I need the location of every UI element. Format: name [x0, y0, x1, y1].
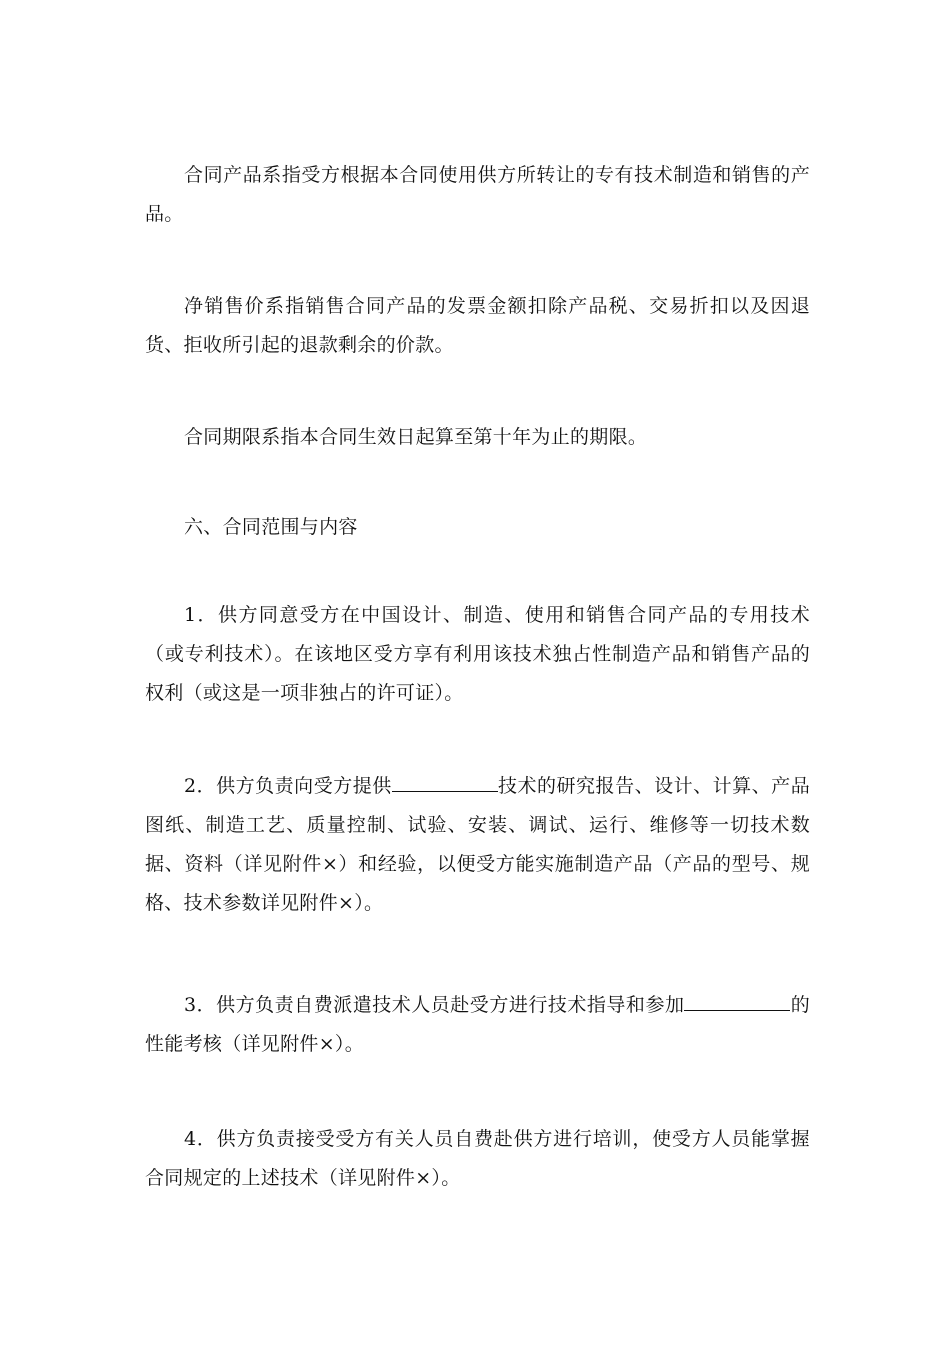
clause-2-text-after-blank: 技术的研究报告、设计、计算、产品图纸、制造工艺、质量控制、试验、安装、调试、运行、维修等一切技术数据、资料（详见附件×）和经验，以便受方能实施制造产品（产品的型号、规格、技术参数详见附件×）。: [145, 775, 811, 914]
clause-2-technical-data-supply: [145, 767, 810, 923]
fill-in-blank-technology: [392, 769, 498, 792]
paragraph-contract-product-definition: 合同产品系指受方根据本合同使用供方所转让的专有技术制造和销售的产品。: [145, 164, 810, 225]
clause-4-personnel-training: 4．供方负责接受受方有关人员自费赴供方进行培训，使受方人员能掌握合同规定的上述技术（详见附件×）。: [145, 1128, 810, 1189]
clause-3-text-before-blank: 3．供方负责自费派遣技术人员赴受方进行技术指导和参加: [184, 994, 685, 1016]
section-heading-scope-and-content: 六、合同范围与内容: [184, 516, 358, 538]
paragraph-contract-term-definition: 合同期限系指本合同生效日起算至第十年为止的期限。: [184, 426, 648, 448]
paragraph-net-sales-price-definition: 净销售价系指销售合同产品的发票金额扣除产品税、交易折扣以及因退货、拒收所引起的退款剩余的价款。: [145, 295, 810, 356]
fill-in-blank-performance-test: [684, 988, 790, 1011]
clause-3-text-after-blank: 的性能考核（详见附件×）。: [145, 994, 810, 1055]
clause-3-technical-guidance: [145, 986, 810, 1064]
clause-1-technology-license: 1．供方同意受方在中国设计、制造、使用和销售合同产品的专用技术（或专利技术）。在该地区受方享有利用该技术独占性制造产品和销售产品的权利（或这是一项非独占的许可证）。: [145, 604, 810, 704]
clause-2-text-before-blank: 2．供方负责向受方提供: [184, 775, 392, 797]
